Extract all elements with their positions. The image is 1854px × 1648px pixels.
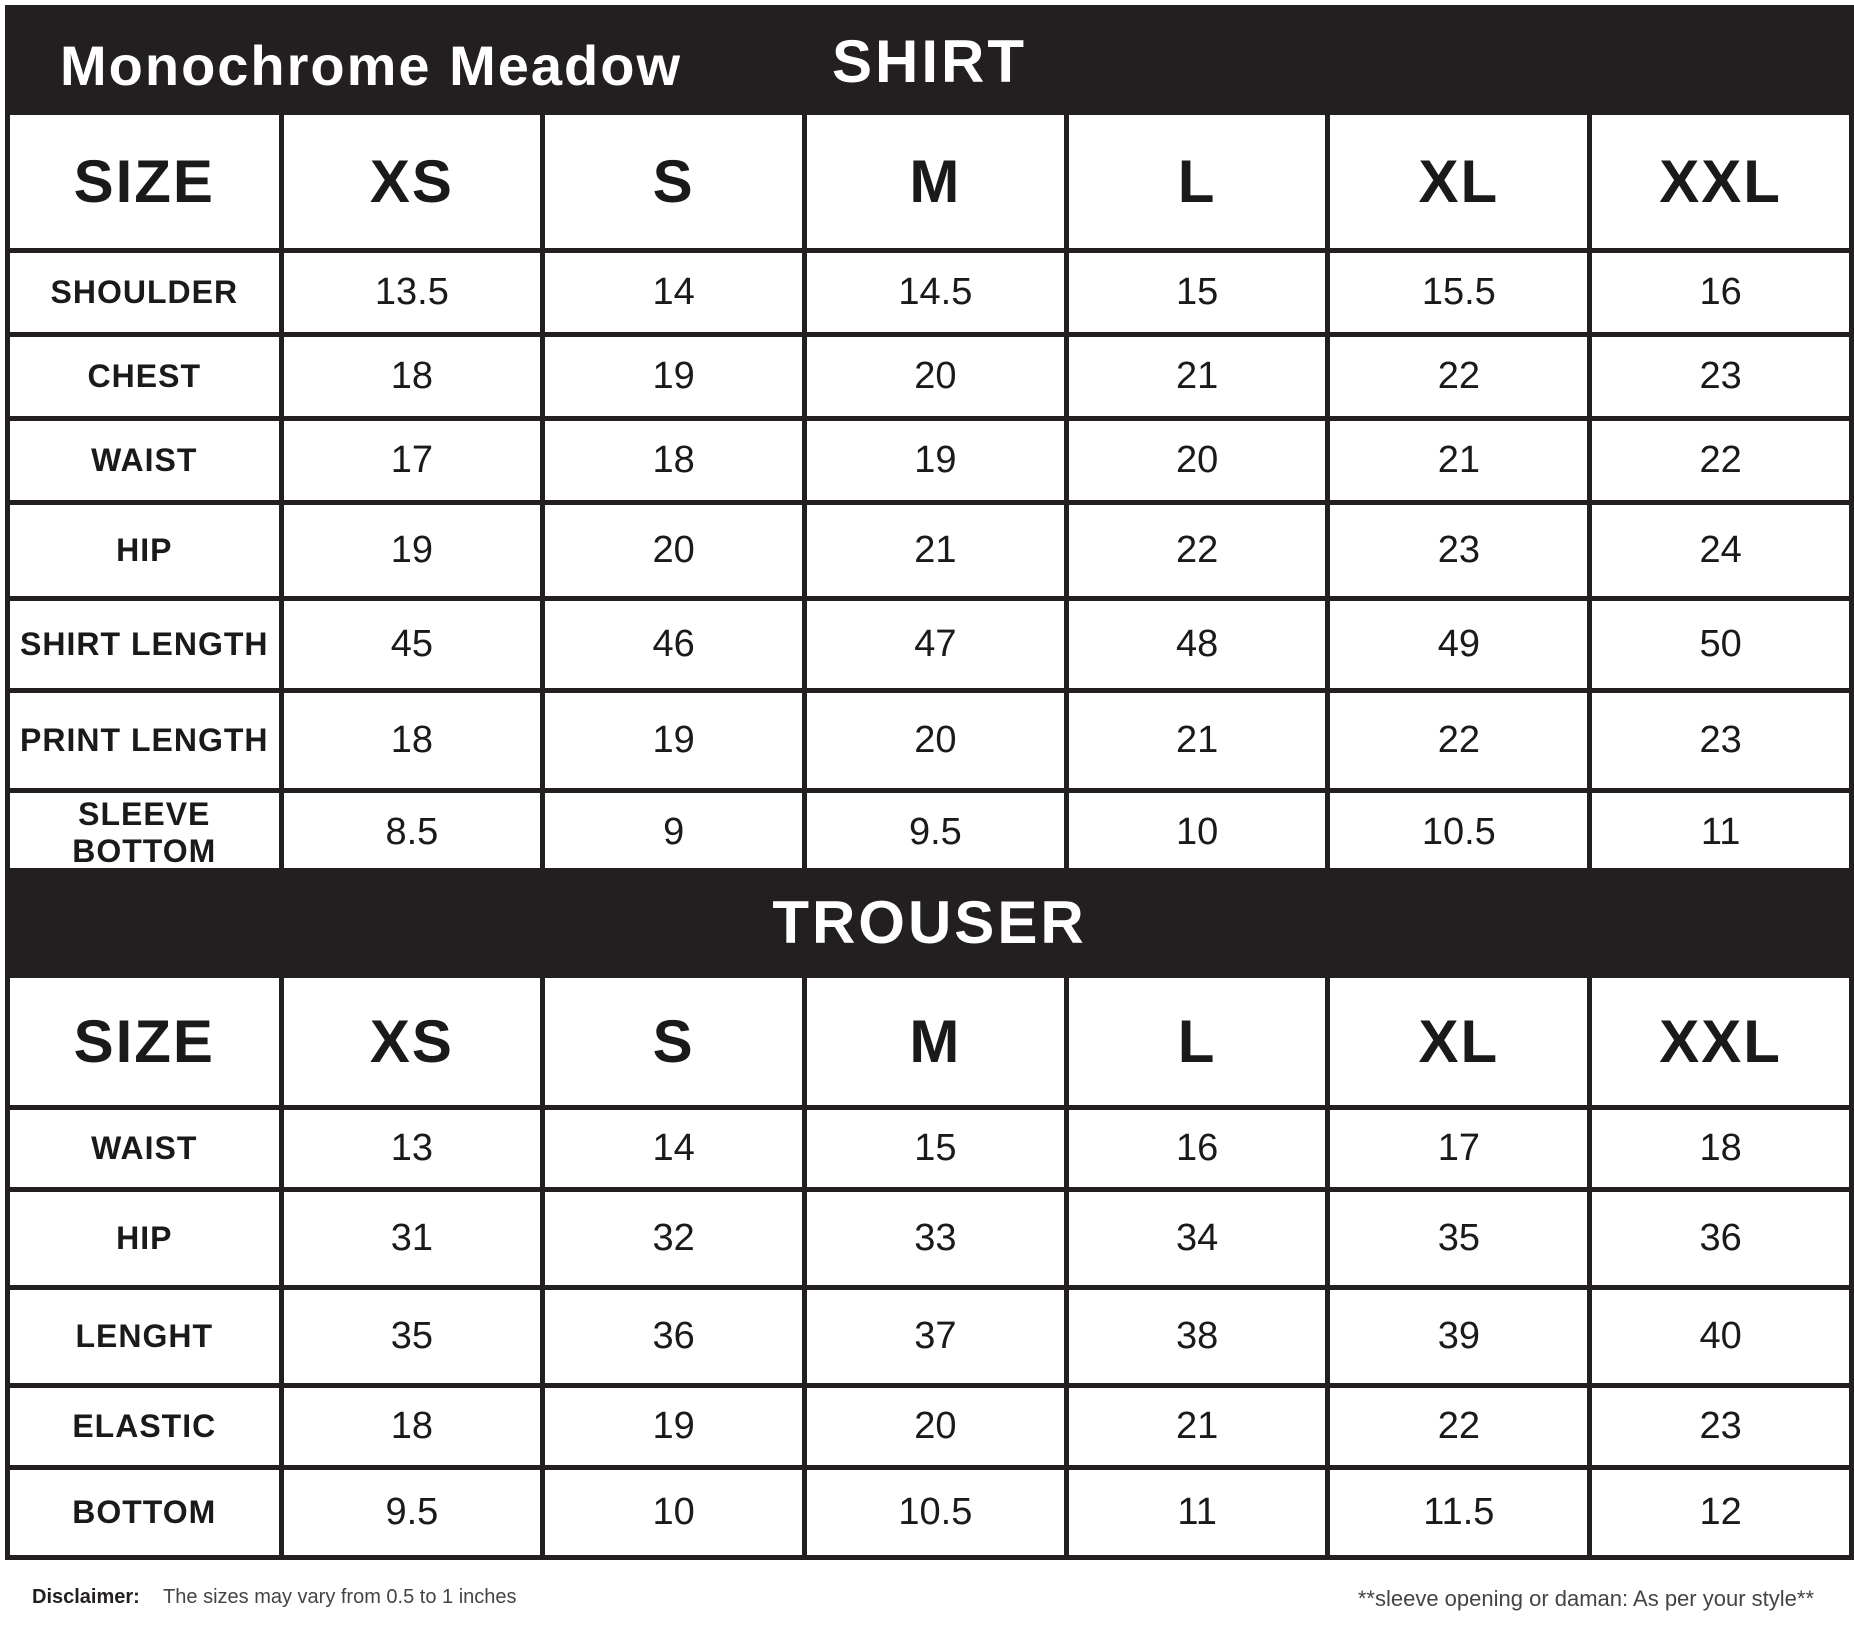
size-header-cell: XS	[281, 976, 543, 1108]
measurement-value: 9.5	[805, 791, 1067, 875]
measurement-label: HIP	[8, 1190, 282, 1288]
measurement-value: 17	[281, 419, 543, 503]
table-row	[8, 1288, 1852, 1386]
size-header-label: SIZE	[8, 113, 282, 251]
table-row	[8, 251, 1852, 335]
measurement-value: 14	[543, 251, 805, 335]
trouser-section-title: TROUSER	[772, 889, 1087, 956]
measurement-value: 18	[281, 691, 543, 791]
measurement-label: ELASTIC	[8, 1386, 282, 1468]
measurement-value: 18	[1590, 1108, 1852, 1190]
table-row	[8, 1190, 1852, 1288]
measurement-value: 36	[1590, 1190, 1852, 1288]
size-header-cell: M	[805, 976, 1067, 1108]
disclaimer	[32, 1586, 517, 1609]
brand-name: Monochrome Meadow	[60, 34, 683, 97]
measurement-value: 8.5	[281, 791, 543, 875]
measurement-value: 34	[1066, 1190, 1328, 1288]
measurement-value: 48	[1066, 599, 1328, 691]
measurement-value: 20	[805, 691, 1067, 791]
size-header-cell: XXL	[1590, 113, 1852, 251]
size-header-row	[8, 113, 1852, 251]
size-header-cell: XXL	[1590, 976, 1852, 1108]
measurement-value: 10	[543, 1468, 805, 1558]
measurement-value: 35	[281, 1288, 543, 1386]
measurement-value: 12	[1590, 1468, 1852, 1558]
measurement-value: 31	[281, 1190, 543, 1288]
measurement-value: 21	[1066, 691, 1328, 791]
measurement-value: 23	[1590, 1386, 1852, 1468]
measurement-value: 21	[805, 503, 1067, 599]
measurement-value: 15	[805, 1108, 1067, 1190]
measurement-label: PRINT LENGTH	[8, 691, 282, 791]
size-header-cell: S	[543, 113, 805, 251]
measurement-value: 14	[543, 1108, 805, 1190]
measurement-value: 35	[1328, 1190, 1590, 1288]
measurement-value: 19	[543, 691, 805, 791]
measurement-value: 22	[1590, 419, 1852, 503]
table-row	[8, 335, 1852, 419]
measurement-label: CHEST	[8, 335, 282, 419]
measurement-value: 18	[543, 419, 805, 503]
sleeve-note: **sleeve opening or daman: As per your style**	[1357, 1586, 1814, 1611]
measurement-label: HIP	[8, 503, 282, 599]
size-header-label: SIZE	[8, 976, 282, 1108]
measurement-value: 20	[805, 335, 1067, 419]
measurement-value: 40	[1590, 1288, 1852, 1386]
measurement-value: 22	[1328, 1386, 1590, 1468]
measurement-value: 15	[1066, 251, 1328, 335]
table-row	[8, 503, 1852, 599]
measurement-value: 20	[805, 1386, 1067, 1468]
table-row	[8, 1386, 1852, 1468]
shirt-title-band	[5, 5, 1854, 113]
size-header-cell: S	[543, 976, 805, 1108]
measurement-value: 16	[1066, 1108, 1328, 1190]
trouser-size-table	[5, 973, 1854, 1560]
measurement-value: 21	[1066, 335, 1328, 419]
measurement-value: 19	[543, 1386, 805, 1468]
shirt-size-table	[5, 110, 1854, 877]
measurement-value: 24	[1590, 503, 1852, 599]
measurement-value: 17	[1328, 1108, 1590, 1190]
measurement-value: 10.5	[805, 1468, 1067, 1558]
measurement-label: SHOULDER	[8, 251, 282, 335]
measurement-value: 32	[543, 1190, 805, 1288]
size-header-cell: L	[1066, 976, 1328, 1108]
measurement-value: 21	[1328, 419, 1590, 503]
measurement-value: 11.5	[1328, 1468, 1590, 1558]
measurement-value: 16	[1590, 251, 1852, 335]
size-header-cell: L	[1066, 113, 1328, 251]
measurement-value: 11	[1590, 791, 1852, 875]
size-header-row	[8, 976, 1852, 1108]
table-row	[8, 599, 1852, 691]
measurement-value: 39	[1328, 1288, 1590, 1386]
table-row	[8, 791, 1852, 875]
measurement-value: 22	[1328, 691, 1590, 791]
measurement-value: 20	[1066, 419, 1328, 503]
measurement-value: 23	[1328, 503, 1590, 599]
measurement-value: 22	[1328, 335, 1590, 419]
size-header-cell: M	[805, 113, 1067, 251]
size-header-cell: XL	[1328, 113, 1590, 251]
measurement-value: 10.5	[1328, 791, 1590, 875]
measurement-label: SLEEVE BOTTOM	[8, 791, 282, 875]
measurement-label: WAIST	[8, 419, 282, 503]
measurement-label: WAIST	[8, 1108, 282, 1190]
measurement-value: 36	[543, 1288, 805, 1386]
measurement-value: 13.5	[281, 251, 543, 335]
measurement-value: 23	[1590, 691, 1852, 791]
measurement-value: 22	[1066, 503, 1328, 599]
table-row	[8, 419, 1852, 503]
measurement-value: 9.5	[281, 1468, 543, 1558]
measurement-value: 33	[805, 1190, 1067, 1288]
size-header-cell: XL	[1328, 976, 1590, 1108]
measurement-value: 14.5	[805, 251, 1067, 335]
table-row	[8, 691, 1852, 791]
measurement-value: 50	[1590, 599, 1852, 691]
measurement-value: 21	[1066, 1386, 1328, 1468]
table-row	[8, 1108, 1852, 1190]
measurement-label: BOTTOM	[8, 1468, 282, 1558]
shirt-section-title: SHIRT	[832, 28, 1027, 95]
trouser-title-band	[5, 868, 1854, 976]
measurement-value: 15.5	[1328, 251, 1590, 335]
disclaimer-text: The sizes may vary from 0.5 to 1 inches	[163, 1586, 517, 1608]
measurement-value: 45	[281, 599, 543, 691]
measurement-value: 9	[543, 791, 805, 875]
measurement-value: 49	[1328, 599, 1590, 691]
measurement-value: 38	[1066, 1288, 1328, 1386]
measurement-value: 19	[543, 335, 805, 419]
disclaimer-label: Disclaimer:	[32, 1586, 140, 1608]
measurement-value: 47	[805, 599, 1067, 691]
measurement-value: 37	[805, 1288, 1067, 1386]
measurement-value: 23	[1590, 335, 1852, 419]
measurement-value: 18	[281, 1386, 543, 1468]
measurement-label: LENGHT	[8, 1288, 282, 1386]
measurement-label: SHIRT LENGTH	[8, 599, 282, 691]
measurement-value: 10	[1066, 791, 1328, 875]
measurement-value: 20	[543, 503, 805, 599]
table-row	[8, 1468, 1852, 1558]
measurement-value: 19	[805, 419, 1067, 503]
measurement-value: 19	[281, 503, 543, 599]
measurement-value: 18	[281, 335, 543, 419]
size-header-cell: XS	[281, 113, 543, 251]
measurement-value: 11	[1066, 1468, 1328, 1558]
measurement-value: 13	[281, 1108, 543, 1190]
measurement-value: 46	[543, 599, 805, 691]
